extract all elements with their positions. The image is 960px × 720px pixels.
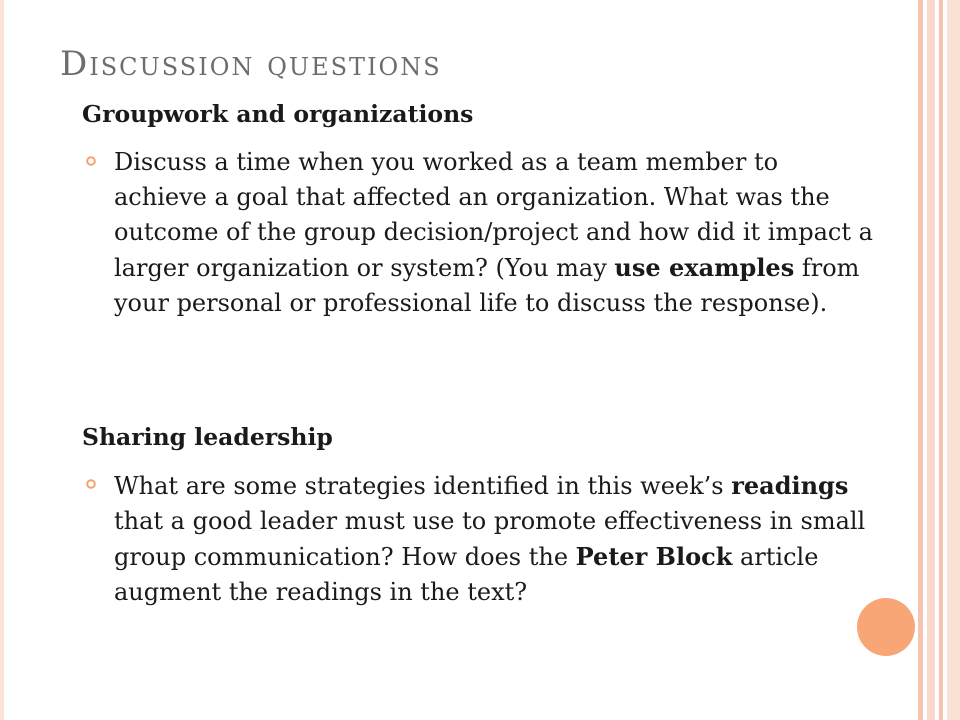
section-heading-leadership: Sharing leadership — [82, 423, 333, 451]
emphasis-text: use examples — [614, 253, 795, 282]
emphasis-text: readings — [731, 471, 849, 500]
emphasis-text: Peter Block — [575, 542, 733, 571]
bullet-icon — [86, 156, 96, 166]
stripe — [939, 0, 943, 720]
decorative-stripes — [918, 0, 960, 720]
stripe — [927, 0, 935, 720]
question-paragraph-groupwork — [114, 145, 874, 321]
slide-title: Discussion questions — [60, 44, 442, 84]
question-paragraph-leadership — [114, 468, 874, 610]
stripe — [918, 0, 923, 720]
left-border-line — [0, 0, 4, 720]
paragraph-text: article augment the readings in the text? — [114, 543, 819, 606]
paragraph-text: Discuss a time when you worked as a team member to achieve a goal that affected an organization. What was the outcome of the group decision/project and how did it impact a larger organization or system? (You may — [114, 148, 873, 282]
paragraph-text: from your personal or professional life to discuss the response). — [114, 254, 860, 317]
bullet-icon — [86, 479, 96, 489]
section-heading-groupwork: Groupwork and organizations — [82, 100, 474, 128]
paragraph-text: What are some strategies identified in this week’s — [114, 472, 732, 500]
paragraph-text: that a good leader must use to promote effectiveness in small group communication? How does the — [114, 507, 866, 571]
stripe — [947, 0, 960, 720]
